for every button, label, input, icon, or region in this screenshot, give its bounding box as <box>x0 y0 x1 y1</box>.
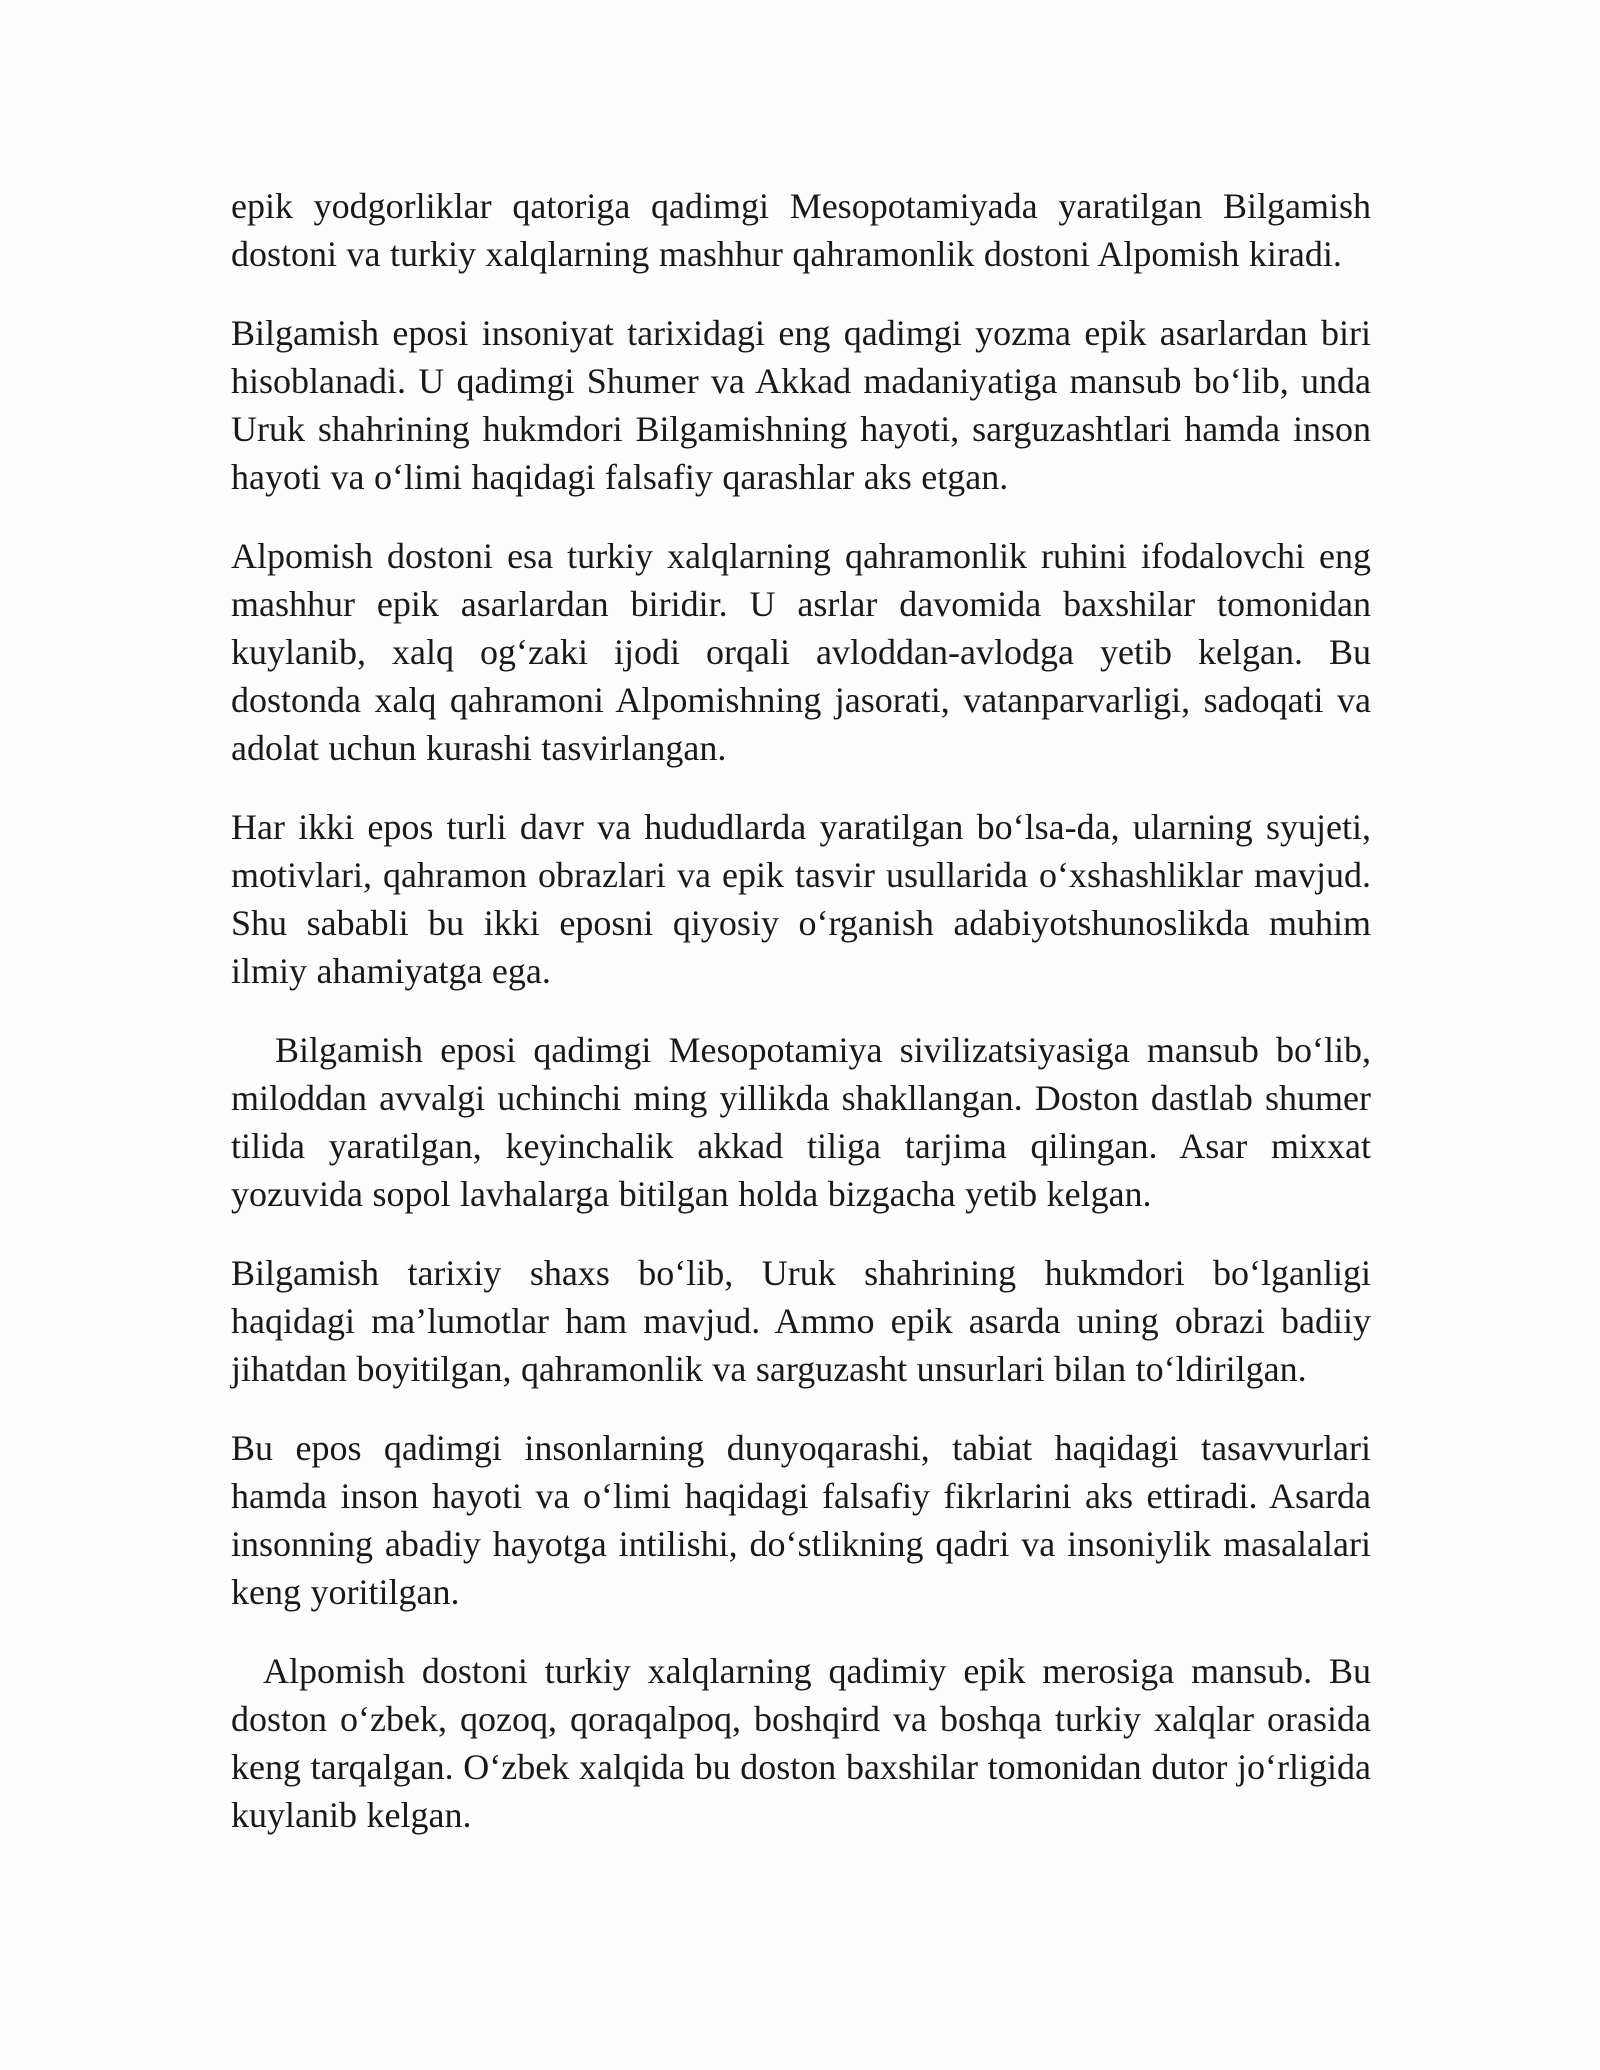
paragraph-6: Bilgamish tarixiy shaxs bo‘lib, Uruk shahrining hukmdori bo‘lganligi haqidagi ma’lumotlar ham mavjud. Ammo epik asarda uning obrazi badiiy jihatdan boyitilgan, qahramonlik va sarguzasht unsurlari bilan to‘ldirilgan. <box>231 1253 1371 1389</box>
paragraph-4: Har ikki epos turli davr va hududlarda yaratilgan bo‘lsa-da, ularning syujeti, motivlari, qahramon obrazlari va epik tasvir usullarida o‘xshashliklar mavjud. Shu sababli bu ikki eposni qiyosiy o‘rganish adabiyotshunoslikda muhim ilmiy ahamiyatga ega. <box>231 807 1371 991</box>
document-body <box>231 182 1371 1870</box>
paragraph-2: Bilgamish eposi insoniyat tarixidagi eng qadimgi yozma epik asarlardan biri hisoblanadi. U qadimgi Shumer va Akkad madaniyatiga mansub bo‘lib, unda Uruk shahrining hukmdori Bilgamishning hayoti, sarguzashtlari hamda inson hayoti va o‘limi haqidagi falsafiy qarashlar aks etgan. <box>231 313 1371 497</box>
paragraph-5: Bilgamish eposi qadimgi Mesopotamiya sivilizatsiyasiga mansub bo‘lib, miloddan avvalgi uchinchi ming yillikda shakllangan. Doston dastlab shumer tilida yaratilgan, keyinchalik akkad tiliga tarjima qilingan. Asar mixxat yozuvida sopol lavhalarga bitilgan holda bizgacha yetib kelgan. <box>231 1030 1371 1214</box>
paragraph-7: Bu epos qadimgi insonlarning dunyoqarashi, tabiat haqidagi tasavvurlari hamda inson hayoti va o‘limi haqidagi falsafiy fikrlarini aks ettiradi. Asarda insonning abadiy hayotga intilishi, do‘stlikning qadri va insoniylik masalalari keng yoritilgan. <box>231 1428 1371 1612</box>
paragraph-1: epik yodgorliklar qatoriga qadimgi Mesopotamiyada yaratilgan Bilgamish dostoni va turkiy xalqlarning mashhur qahramonlik dostoni Alpomish kiradi. <box>231 186 1371 274</box>
paragraph-3: Alpomish dostoni esa turkiy xalqlarning qahramonlik ruhini ifodalovchi eng mashhur epik asarlardan biridir. U asrlar davomida baxshilar tomonidan kuylanib, xalq og‘zaki ijodi orqali avloddan-avlodga yetib kelgan. Bu dostonda xalq qahramoni Alpomishning jasorati, vatanparvarligi, sadoqati va adolat uchun kurashi tasvirlangan. <box>231 536 1371 768</box>
paragraph-8: Alpomish dostoni turkiy xalqlarning qadimiy epik merosiga mansub. Bu doston o‘zbek, qozoq, qoraqalpoq, boshqird va boshqa turkiy xalqlar orasida keng tarqalgan. O‘zbek xalqida bu doston baxshilar tomonidan dutor jo‘rligida kuylanib kelgan. <box>231 1651 1371 1835</box>
